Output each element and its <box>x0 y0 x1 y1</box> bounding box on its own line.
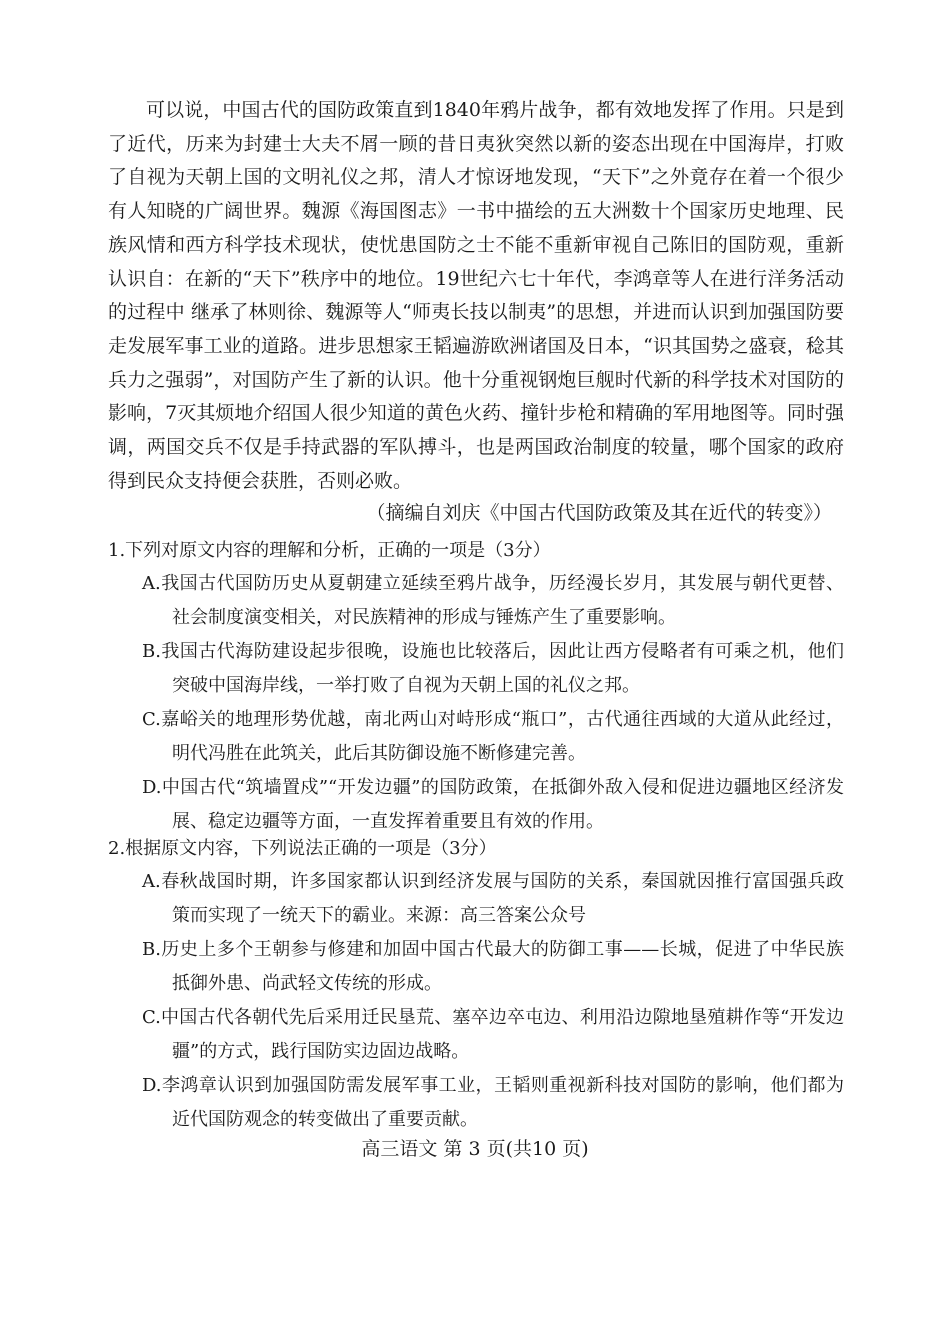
question-stem: 1.下列对原文内容的理解和分析，正确的一项是（3分） <box>108 540 551 561</box>
option-c: C.中国古代各朝代先后采用迁民垦荒、塞卒边卒屯边、利用沿边隙地垦殖耕作等“开发边疆”的方式，践行国防实边固边战略。 <box>142 1007 844 1062</box>
option-b: B.我国古代海防建设起步很晚，设施也比较落后，因此让西方侵略者有可乘之机，他们突破中国海岸线，一举打败了自视为天朝上国的礼仪之邦。 <box>142 641 844 696</box>
question-1 <box>108 534 844 839</box>
option-b: B.历史上多个王朝参与修建和加固中国古代最大的防御工事——长城，促进了中华民族抵御外患、尚武轻文传统的形成。 <box>142 939 844 994</box>
option-a: A.春秋战国时期，许多国家都认识到经济发展与国防的关系，秦国就因推行富国强兵政策而实现了一统天下的霸业。来源：高三答案公众号 <box>142 871 844 926</box>
option-d: D.李鸿章认识到加强国防需发展军事工业，王韬则重视新科技对国防的影响，他们都为近代国防观念的转变做出了重要贡献。 <box>142 1075 844 1130</box>
source-citation: （摘编自刘庆《中国古代国防政策及其在近代的转变》） <box>366 502 832 524</box>
passage-paragraph: 可以说，中国古代的国防政策直到1840年鸦片战争，都有效地发挥了作用。只是到了近代，历来为封建士大夫不屑一顾的昔日夷狄突然以新的姿态出现在中国海岸，打败了自视为天朝上国的文明礼仪之邦，清人才惊讶地发现，“天下”之外竟存在着一个很少有人知晓的广阔世界。魏源《海国图志》一书中描绘的五大洲数十个国家历史地理、民族风情和西方科学技术现状，使忧患国防之士不能不重新审视自己陈旧的国防观，重新认识自：在新的“天下”秩序中的地位。19世纪六七十年代，李鸿章等人在进行洋务活动的过程中 继承了林则徐、魏源等人“师夷长技以制夷”的思想，并进而认识到加强国防要走发展军事工业的道路。进步思想家王韬遍游欧洲诸国及日本，“识其国势之盛衰，稔其兵力之强弱”，对国防产生了新的认识。他十分重视钢炮巨舰时代新的科学技术对国防的影响，7灭其烦地介绍国人很少知道的黄色火药、撞针步枪和精确的军用地图等。同时强调，两国交兵不仅是手持武器的军队搏斗，也是两国政治制度的较量，哪个国家的政府得到民众支持便会获胜，否则必败。 <box>108 99 844 492</box>
option-d: D.中国古代“筑墙置戍”“开发边疆”的国防政策，在抵御外敌入侵和促进边疆地区经济发展、稳定边疆等方面，一直发挥着重要且有效的作用。 <box>142 777 844 832</box>
page-footer: 高三语文 第 3 页(共10 页) <box>361 1138 589 1160</box>
option-a: A.我国古代国防历史从夏朝建立延续至鸦片战争，历经漫长岁月，其发展与朝代更替、社会制度演变相关，对民族精神的形成与锤炼产生了重要影响。 <box>142 573 844 628</box>
option-c: C.嘉峪关的地理形势优越，南北两山对峙形成“瓶口”，古代通往西域的大道从此经过，明代冯胜在此筑关，此后其防御设施不断修建完善。 <box>142 709 844 764</box>
question-stem: 2.根据原文内容，下列说法正确的一项是（3分） <box>108 838 497 859</box>
question-2 <box>108 832 844 1137</box>
